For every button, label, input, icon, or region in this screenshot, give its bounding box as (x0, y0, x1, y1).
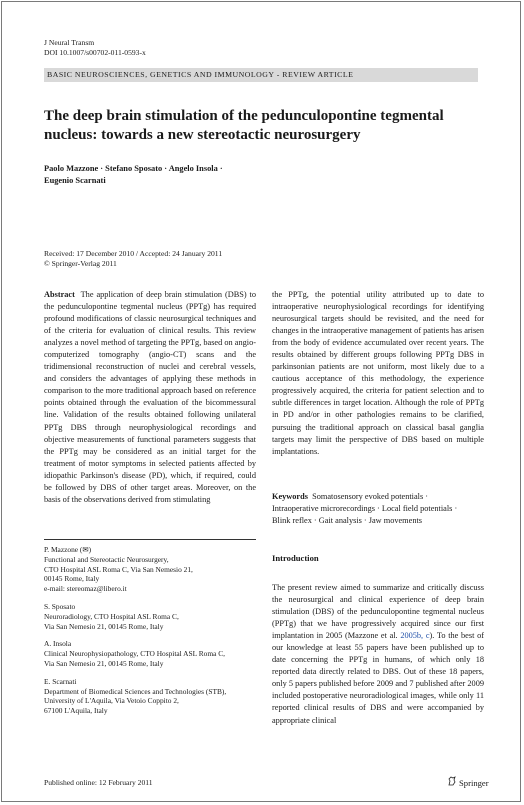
affiliation-mazzone (44, 545, 256, 594)
affiliation-line: 67100 L'Aquila, Italy (44, 706, 108, 716)
introduction-heading: Introduction (272, 553, 319, 563)
article-dates (44, 249, 222, 269)
section-category-bar: BASIC NEUROSCIENCES, GENETICS AND IMMUNOLOGY - REVIEW ARTICLE (44, 68, 478, 82)
affiliation-name: S. Sposato (44, 601, 76, 611)
publisher-logo (447, 776, 489, 789)
intro-text-before: The present review aimed to summarize and critically discuss the neurosurgical and clinical experience of deep brain stimulation (DBS) of the pedunculopontine tegmental nucleus (PPTg) that we have progressively acquired since our first implantation in 2005 (Mazzone et al. (272, 583, 484, 641)
author-list (44, 163, 344, 186)
keywords-line-2: Intraoperative microrecordings · Local field potentials · (272, 504, 458, 513)
abstract-column-left (44, 289, 256, 506)
intro-text-after: ). To the best of our knowledge at least 55 papers have been published up to date concerning the PPTg in humans, of which only 18 reported data directly related to DBS. Out of these 18 papers, only 5 papers published before 2009 and 7 published after 2009 included postoperative neuroradiological images, while only 11 reported clinical results of DBS and were accompanied by appropriate clinical (272, 631, 484, 725)
affiliation-line: University of L'Aquila, Via Vetoio Coppito 2, (44, 696, 179, 706)
keywords-label: Keywords (272, 492, 308, 501)
affiliation-name: A. Insola (44, 639, 72, 649)
authors-line-2: Eugenio Scarnati (44, 175, 106, 185)
citation-link[interactable]: 2005b, c (400, 631, 430, 641)
copyright: © Springer-Verlag 2011 (44, 259, 117, 268)
affiliation-divider (44, 539, 256, 540)
abstract-text-left: The application of deep brain stimulation (DBS) to the pedunculopontine tegmental nucleus (PPTg) has required profound modifications of classic neurosurgical techniques and of the criteria for evaluation of clinical results. This review analyzes a novel method of targeting the PPTg, based on angio-computerized tomography (angio-CT) scans and the tridimensional reconstruction of nuclei and cerebral vessels, and considers the advantages of applying these methods in comparison to the more traditional approach based on reference points obtained through the evaluation of the bicommessural line. Validation of the results obtained following unilateral PPTg DBS through neurophysiological recordings and objective measurements of functional parameters suggests that the PPTg may be considered as an initial target for the treatment of motor symptoms in selected patients affected by idiopathic Parkinson's disease (PD), which, if required, could be followed by DBS of other target areas. Moreover, on the basis of the observations derived from stimulating (44, 290, 257, 504)
abstract-column-right (272, 289, 484, 458)
affiliation-sposato (44, 602, 256, 631)
affiliation-scarnati (44, 677, 256, 716)
affiliation-email[interactable]: e-mail: stereomaz@libero.it (44, 584, 127, 594)
article-title: The deep brain stimulation of the pedunculopontine tegmental nucleus: towards a new stereotactic neurosurgery (44, 108, 444, 143)
affiliation-line: Neuroradiology, CTO Hospital ASL Roma C, (44, 611, 179, 621)
affiliation-line: Functional and Stereotactic Neurosurgery, (44, 554, 169, 564)
keywords (272, 491, 484, 527)
introduction-text (272, 582, 484, 727)
keywords-line-1: Somatosensory evoked potentials · (312, 492, 429, 501)
affiliation-line: Department of Biomedical Sciences and Technologies (STB), (44, 686, 227, 696)
affiliation-line: Via San Nemesio 21, 00145 Rome, Italy (44, 658, 164, 668)
abstract-label: Abstract (44, 290, 75, 299)
springer-horse-icon (447, 776, 457, 789)
affiliation-name: P. Mazzone (✉) (44, 545, 92, 554)
affiliation-line: CTO Hospital ASL Roma C, Via San Nemesio 21, (44, 564, 193, 574)
received-accepted: Received: 17 December 2010 / Accepted: 24 January 2011 (44, 249, 223, 258)
journal-name: J Neural Transm (44, 38, 95, 47)
affiliations (44, 545, 256, 724)
abstract-text-right: the PPTg, the potential utility attributed up to date to intraoperative neurophysiological recordings for identifying neurosurgical targets should be revisited, and the need for changes in the intraoperative management of patients has arisen from the body of evidence accumulated over recent years. The results obtained by different groups following PPTg DBS in parkinsonian patients are not uniform, most likely due to a cautious acceptance of this methodology, the experience progressively acquired, the criteria for patient selection and to subtle differences in target location. Although the role of PPTg in PD and/or in other pathologies remains to be clarified, pursuing the traditional approach on classical basal ganglia targets may limit the perspective of DBS based on multiple implantations. (272, 290, 484, 456)
published-online: Published online: 12 February 2011 (44, 778, 153, 787)
affiliation-line: 00145 Rome, Italy (44, 574, 100, 584)
journal-header (44, 38, 146, 58)
publisher-name: Springer (459, 777, 489, 788)
affiliation-line: Clinical Neurophysiopathology, CTO Hospital ASL Roma C, (44, 649, 225, 659)
affiliation-insola (44, 639, 256, 668)
authors-line-1: Paolo Mazzone · Stefano Sposato · Angelo Insola · (44, 164, 223, 173)
affiliation-name: E. Scarnati (44, 676, 77, 686)
keywords-line-3: Blink reflex · Gait analysis · Jaw movements (272, 516, 423, 525)
affiliation-line: Via San Nemesio 21, 00145 Rome, Italy (44, 621, 164, 631)
doi[interactable]: DOI 10.1007/s00702-011-0593-x (44, 48, 146, 57)
